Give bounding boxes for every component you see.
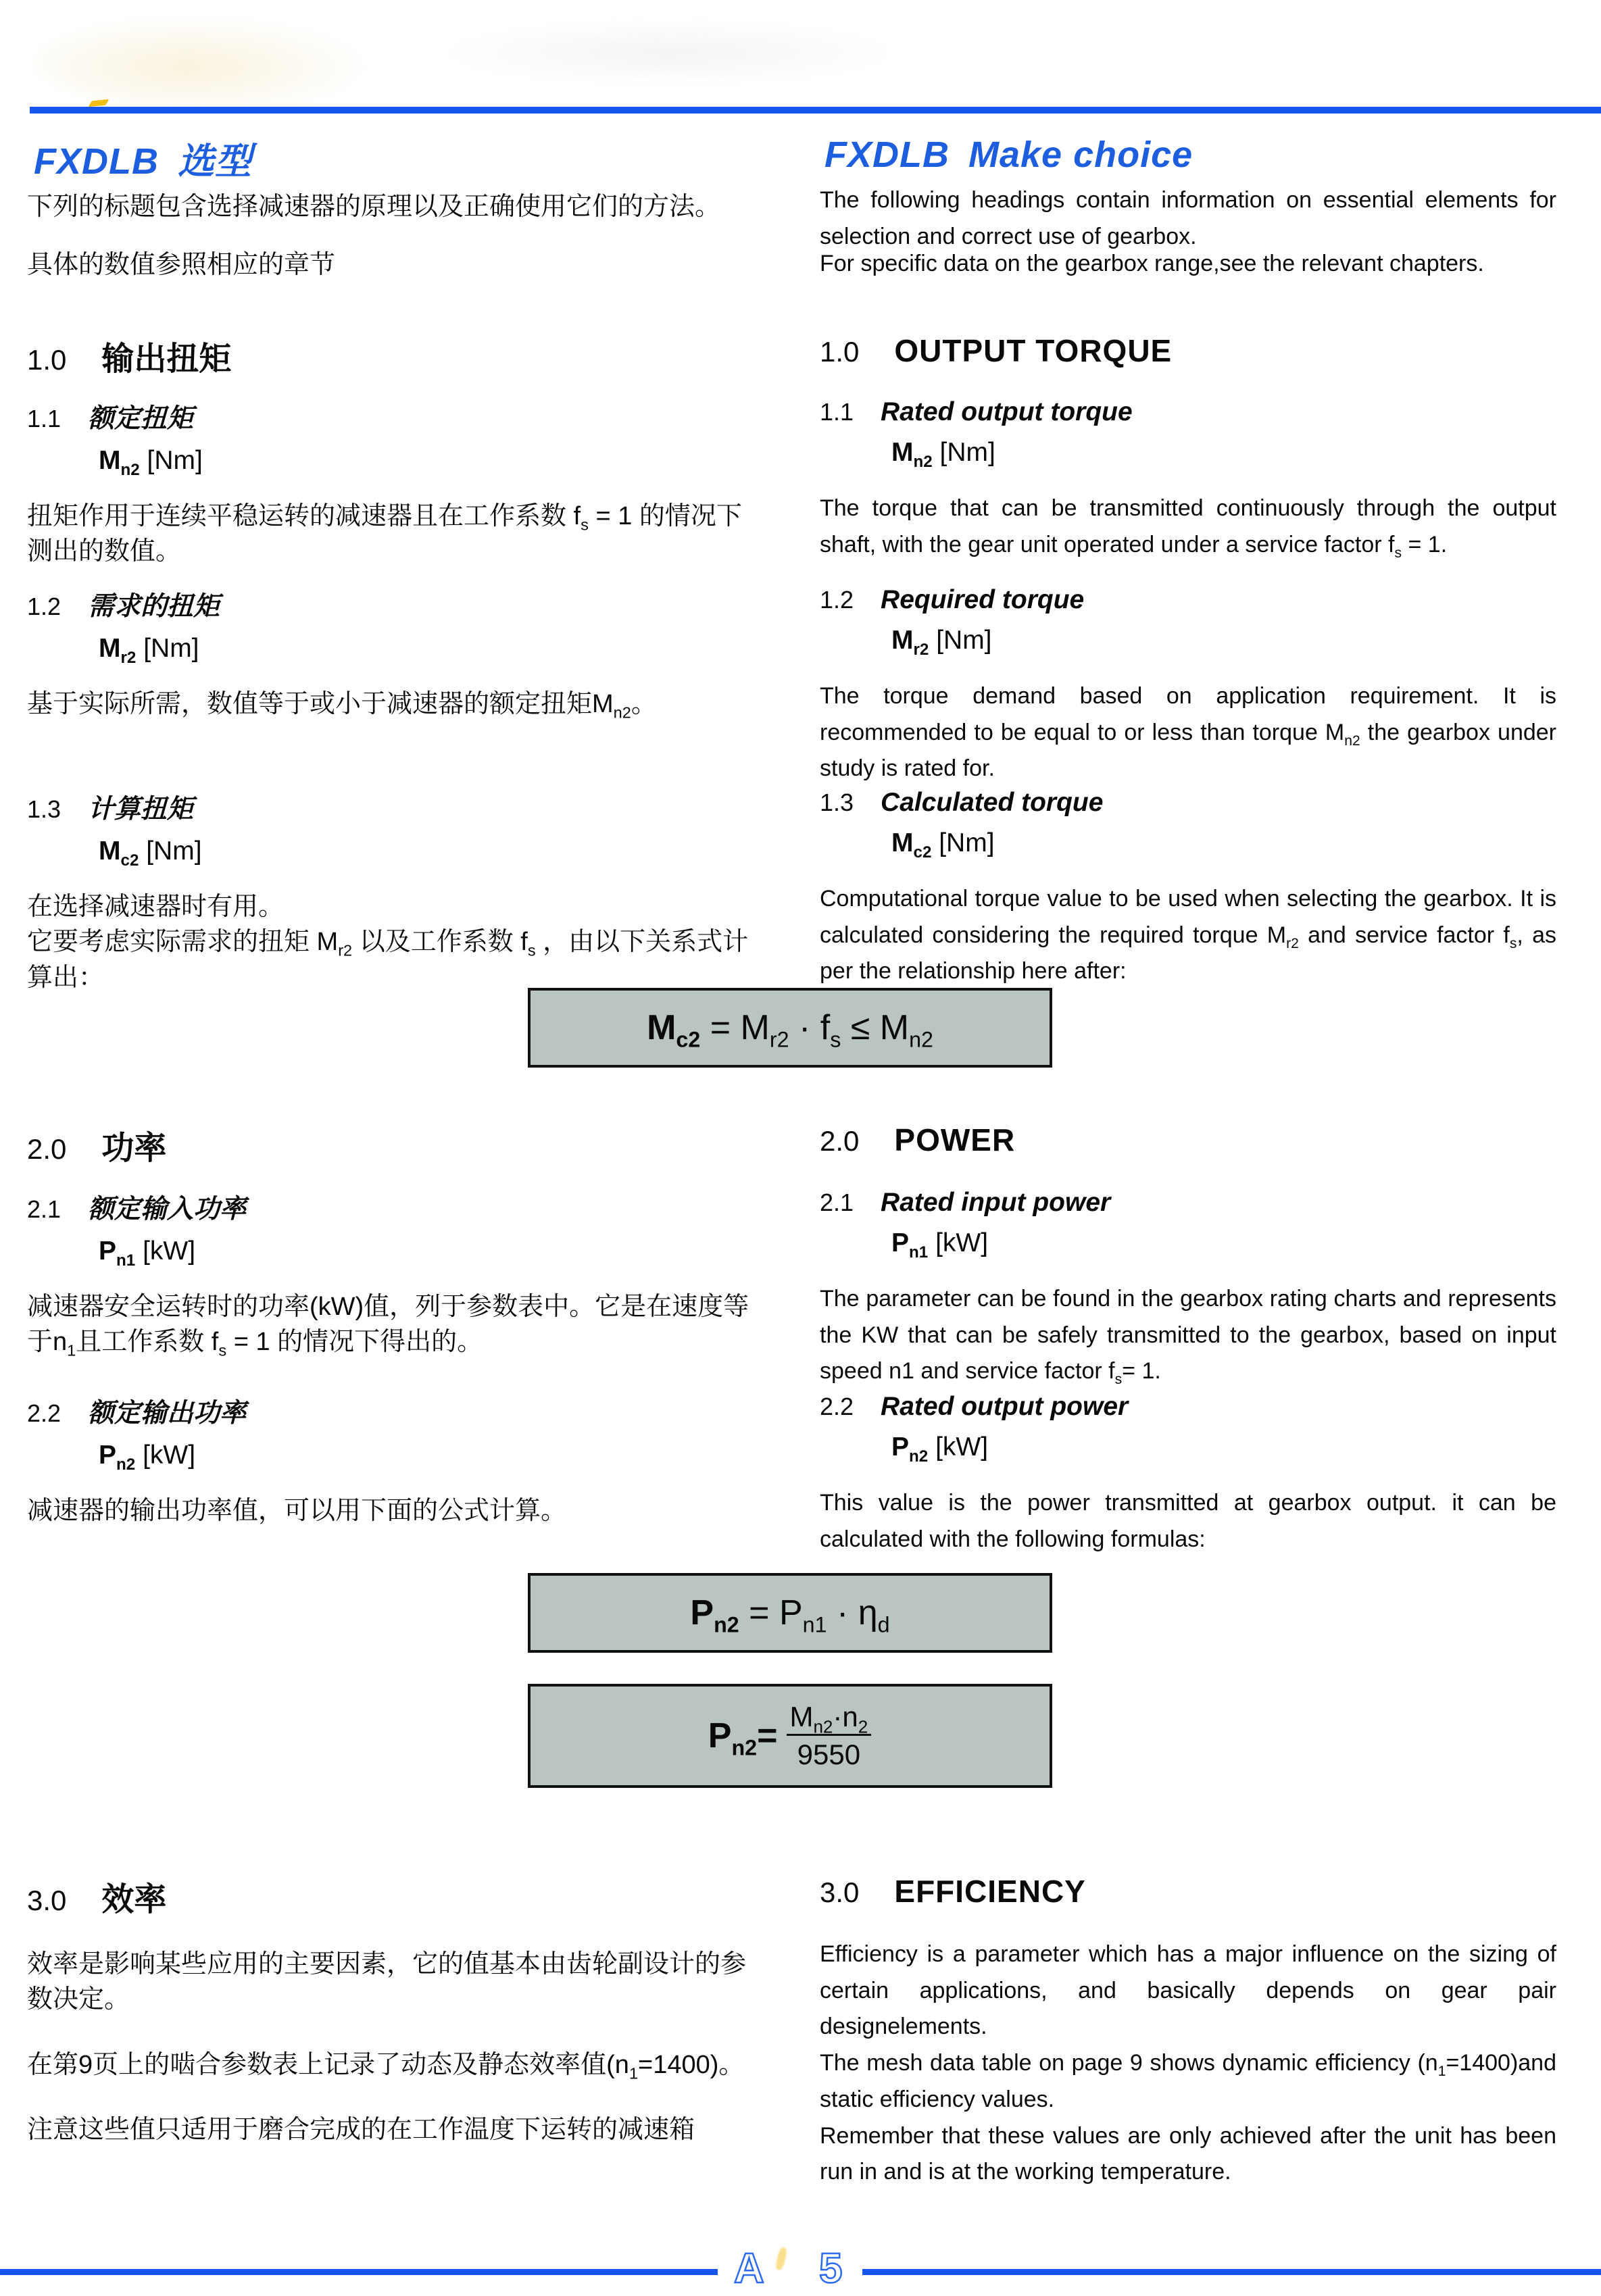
page-title-zh: 选型 [177, 141, 252, 182]
intro-paragraph-zh-1: 下列的标题包含选择减速器的原理以及正确使用它们的方法。 [27, 193, 721, 221]
subsection-number: 1.1 [820, 398, 854, 426]
formula-calculated-torque: $M_{c2} = M_{r2} \cdot f_s \le M_{n2}$ [647, 1008, 933, 1052]
footer-rule-right [862, 2269, 1601, 2275]
section-body: Remember that these values are only achieved after the unit has been run in and is at the working temperature. [820, 2122, 1556, 2185]
yellow-speck-footer [774, 2247, 788, 2271]
section-body: 在第9页上的啮合参数表上记录了动态及静态效率值$(n_1=1400)$。 [27, 2050, 745, 2082]
intro-paragraph-zh-2: 具体的数值参照相应的章节 [27, 251, 336, 279]
subsection-body: 扭矩作用于连续平稳运转的减速器且在工作系数 $f_s = 1$ 的情况下测出的数值。 [27, 502, 742, 566]
subsection-number: 1.2 [820, 586, 854, 614]
formula-lhs: $P_{n2}=$ [708, 1716, 778, 1760]
subsection-label [820, 397, 1556, 427]
symbol-line: $M_{r2}$ [Nm] [891, 626, 992, 659]
subsection-number: 2.1 [27, 1195, 61, 1223]
section-number: 3.0 [820, 1876, 860, 1908]
subsection-number: 1.3 [27, 795, 61, 823]
subsection-body: 它要考虑实际需求的扭矩 $M_{r2}$ 以及工作系数 $f_s$ ，由以下关系式计算出： [27, 928, 749, 992]
subsection-body: The parameter can be found in the gearbox rating charts and represents the KW that can be safely transmitted to the gearbox, based on input speed n1 and service factor $f_s= 1$. [820, 1286, 1556, 1388]
subsection-label [27, 788, 766, 826]
subsection-title: 额定扭矩 [88, 404, 194, 433]
subsection-body: 减速器的输出功率值，可以用下面的公式计算。 [27, 1497, 567, 1525]
section-number: 3.0 [27, 1885, 67, 1916]
page-title-en: Make choice [968, 134, 1193, 175]
subsection-number: 1.1 [27, 405, 61, 432]
subsection-body: The torque demand based on application requirement. It is recommended to be equal to or less than torque $M_{n2}$ the gearbox under study is rated for. [820, 683, 1556, 782]
formula-box-calculated-torque [528, 988, 1052, 1068]
symbol-line: $P_{n1}$ [kW] [891, 1228, 989, 1262]
footer-marker-5: 5 [819, 2245, 843, 2292]
subsection-label [27, 1392, 766, 1430]
subsection-en-1-3 [820, 788, 1556, 990]
symbol-line: $M_{c2}$ [Nm] [99, 837, 202, 870]
footer-marker-a: A [734, 2245, 764, 2292]
section-number: 1.0 [27, 344, 67, 376]
section-zh-3-0 [27, 1873, 766, 2148]
faded-logo-smudge-left [35, 15, 373, 109]
subsection-body: This value is the power transmitted at gearbox output. it can be calculated with the following formulas: [820, 1490, 1556, 1552]
subsection-title: Calculated torque [881, 788, 1104, 817]
subsection-zh-2-1 [27, 1188, 766, 1360]
symbol-line: $M_{r2}$ [Nm] [99, 634, 199, 667]
section-heading-zh-2-0 [27, 1122, 766, 1168]
subsection-body: The torque that can be transmitted continuously through the output shaft, with the gear unit operated under a service factor $f_s = 1$. [820, 495, 1556, 561]
subsection-zh-2-2 [27, 1392, 766, 1528]
section-title: 功率 [101, 1130, 167, 1166]
section-number: 1.0 [820, 336, 860, 368]
symbol-line: $M_{n2}$ [Nm] [99, 446, 203, 479]
subsection-title: 额定输入功率 [88, 1195, 247, 1224]
fraction-denominator: 9550 [787, 1734, 871, 1772]
faded-logo-smudge-right [433, 20, 906, 84]
header-en [824, 134, 1193, 176]
subsection-number: 2.2 [820, 1393, 854, 1420]
subsection-zh-1-2 [27, 585, 766, 722]
subsection-title: 计算扭矩 [88, 795, 194, 824]
section-heading-en-1-0 [820, 332, 1556, 369]
subsection-title: 额定输出功率 [88, 1399, 247, 1428]
formula-box-output-power-eta [528, 1573, 1052, 1653]
subsection-label [820, 788, 1556, 818]
subsection-label [820, 1392, 1556, 1422]
subsection-body: Computational torque value to be used when selecting the gearbox. It is calculated considering the required torque $M_{r2}$ and service factor $f_s$, as per the relationship here after: [820, 886, 1557, 984]
fraction [785, 1700, 872, 1771]
brand-fxdlb-en: FXDLB [824, 134, 950, 175]
subsection-zh-1-3 [27, 788, 766, 995]
subsection-label [27, 1188, 766, 1226]
section-heading [27, 1873, 766, 1920]
section-heading [820, 1873, 1556, 1910]
subsection-label [27, 397, 766, 435]
section-heading-en-2-0 [820, 1122, 1556, 1158]
section-body: Efficiency is a parameter which has a major influence on the sizing of certain applications, and basically depends on gear pair designelements. [820, 1941, 1556, 2040]
section-number: 2.0 [820, 1125, 860, 1157]
brand-fxdlb-zh: FXDLB [34, 141, 159, 182]
subsection-number: 1.2 [27, 593, 61, 620]
section-title: 效率 [101, 1882, 167, 1918]
subsection-label [820, 585, 1556, 615]
subsection-number: 1.3 [820, 789, 854, 816]
symbol-line: $P_{n1}$ [kW] [99, 1237, 196, 1270]
subsection-zh-1-1 [27, 397, 766, 570]
intro-paragraph-en-2: For specific data on the gearbox range,see the relevant chapters. [820, 251, 1484, 276]
section-title: POWER [894, 1122, 1016, 1157]
intro-paragraph-en-1: The following headings contain information on essential elements for selection and correct use of gearbox. [820, 187, 1556, 249]
symbol-line: $P_{n2}$ [kW] [99, 1441, 196, 1474]
header-zh [34, 132, 252, 184]
top-divider-rule [30, 107, 1601, 114]
subsection-body: 在选择减速器时有用。 [27, 893, 285, 921]
subsection-number: 2.2 [27, 1399, 61, 1427]
subsection-label [820, 1188, 1556, 1218]
section-body: The mesh data table on page 9 shows dynamic efficiency $(n_1=1400)and$ static efficiency values. [820, 2050, 1556, 2112]
section-title: 输出扭矩 [101, 341, 232, 377]
section-title: OUTPUT TORQUE [894, 333, 1173, 368]
yellow-speck-top [89, 99, 109, 107]
formula-box-output-power-9550 [528, 1684, 1052, 1788]
section-body: 注意这些值只适用于磨合完成的在工作温度下运转的减速箱 [27, 2116, 695, 2145]
subsection-title: Rated input power [881, 1188, 1111, 1217]
subsection-label [27, 585, 766, 623]
fraction-numerator: $M_{n2}\cdot n_2$ [789, 1701, 868, 1737]
subsection-en-2-2 [820, 1392, 1556, 1557]
section-body: 效率是影响某些应用的主要因素，它的值基本由齿轮副设计的参数决定。 [27, 1950, 747, 2014]
symbol-line: $M_{n2}$ [Nm] [891, 438, 995, 471]
subsection-title: Required torque [881, 585, 1085, 614]
section-heading-zh-1-0 [27, 332, 766, 379]
subsection-body: 基于实际所需，数值等于或小于减速器的额定扭矩$M_{n2}$。 [27, 690, 657, 722]
subsection-title: Rated output power [881, 1392, 1129, 1421]
symbol-line: $P_{n2}$ [kW] [891, 1432, 989, 1466]
section-number: 2.0 [27, 1133, 67, 1165]
section-en-3-0 [820, 1873, 1556, 2191]
section-title: EFFICIENCY [894, 1874, 1086, 1909]
subsection-title: 需求的扭矩 [88, 592, 220, 621]
subsection-en-1-2 [820, 585, 1556, 787]
formula-output-power-eta: $P_{n2} = P_{n1} \cdot \eta_d$ [690, 1593, 890, 1637]
subsection-title: Rated output torque [881, 397, 1133, 426]
footer-rule-left [0, 2269, 718, 2275]
subsection-body: 减速器安全运转时的功率(kW)值，列于参数表中。它是在速度等于$n_1$且工作系数 $f_s = 1$ 的情况下得出的。 [27, 1293, 749, 1360]
subsection-en-1-1 [820, 397, 1556, 563]
subsection-number: 2.1 [820, 1189, 854, 1216]
symbol-line: $M_{c2}$ [Nm] [891, 828, 995, 862]
subsection-en-2-1 [820, 1188, 1556, 1390]
